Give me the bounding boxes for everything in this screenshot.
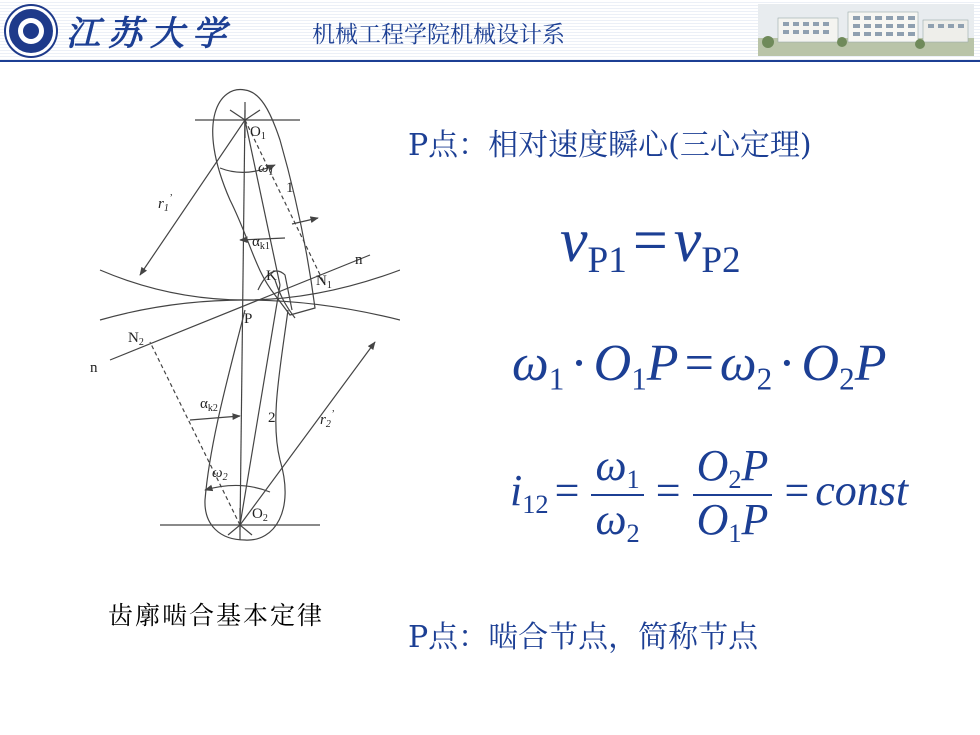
label-n2: $N_2$ <box>128 330 144 348</box>
label-gear2: 2 <box>268 410 276 426</box>
label-alpha-k1: $\alpha_{k1}$ <box>252 234 270 252</box>
equation-ratio: $i_{12}$ = $\frac{\omega_1}{\omega_2}$ = $\frac{O_2P}{O_1P}$ = const <box>510 441 909 548</box>
label-o2: $O_2$ <box>252 506 268 524</box>
university-seal-icon <box>6 6 56 56</box>
label-r2: $r_2^’$ <box>320 409 335 430</box>
gear-1-outline <box>213 90 315 315</box>
fraction-omega: $\frac{\omega_1}{\omega_2}$ <box>591 442 643 548</box>
gear-2-outline <box>205 310 288 540</box>
label-omega1: $\omega_1$ <box>258 160 274 178</box>
header-divider <box>0 60 980 62</box>
label-k: K <box>266 268 277 284</box>
label-omega2: $\omega_2$ <box>212 465 228 483</box>
label-r1: $r_1^’$ <box>158 193 173 214</box>
university-name: 江苏大学 <box>66 14 234 54</box>
label-alpha-k2: $\alpha_{k2}$ <box>200 396 218 414</box>
label-o1: $O_1$ <box>250 124 266 142</box>
label-n1: $N_1$ <box>316 273 332 291</box>
equation-angular: $\omega_1 \cdot O_1P = \omega_2 \cdot O_2P$ <box>512 335 887 397</box>
equation-velocity: $v_{P1}=v_{P2}$ <box>560 207 741 282</box>
pitch-circle-1 <box>100 270 400 300</box>
department-name: 机械工程学院机械设计系 <box>312 22 565 48</box>
campus-building-image <box>758 4 974 56</box>
label-n-bottom: n <box>90 360 98 376</box>
header <box>0 0 980 60</box>
label-p: P <box>244 311 253 327</box>
fraction-distance: $\frac{O_2P}{O_1P}$ <box>693 442 773 548</box>
diagram-caption: 齿廓啮合基本定律 <box>108 601 325 630</box>
label-n-top: n <box>355 252 363 268</box>
meshing-diagram <box>80 80 400 570</box>
text-pitch-point: P点：啮合节点，简称节点 <box>408 620 759 655</box>
label-gear1: 1 <box>286 180 294 196</box>
line-of-action <box>110 255 370 360</box>
text-instant-center: P点：相对速度瞬心(三心定理) <box>408 128 812 163</box>
